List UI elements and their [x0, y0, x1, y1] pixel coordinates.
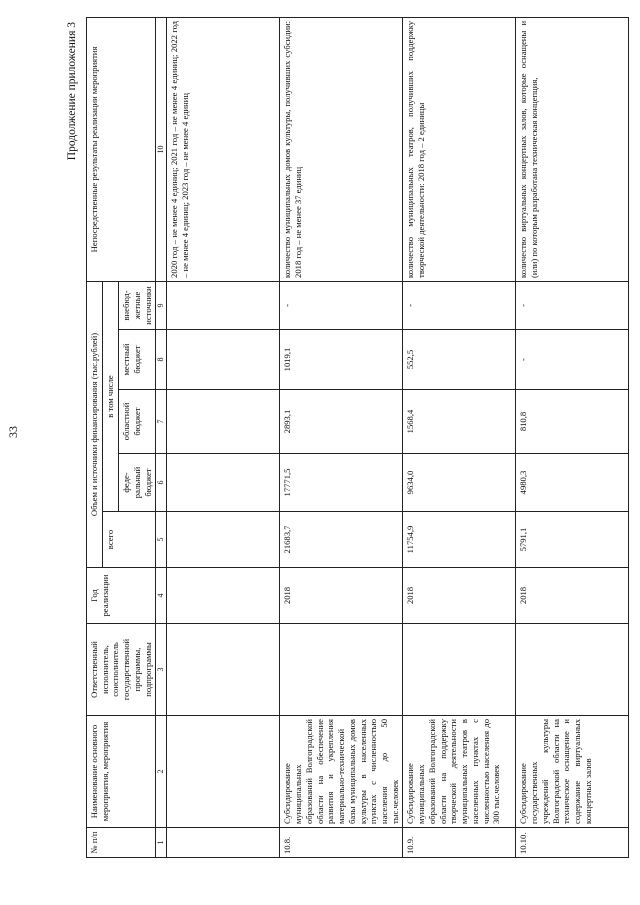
- cell-regional: [167, 390, 280, 454]
- header-executor: Ответственный исполнитель, соисполнитель государственной программы, подпрограммы: [87, 624, 156, 716]
- index-cell: 7: [156, 390, 167, 454]
- cell-num: 10.10.: [516, 828, 629, 858]
- cell-name: Субсидирование муниципальных образований Волгоградской области на обеспечение развития и укрепления материально-технической базы муниципальных домов культуры в населенных пунктах с численностью населения до 50 тыс.человек: [280, 716, 403, 828]
- header-including: в том числе: [102, 281, 118, 511]
- cell-name: Субсидирование муниципальных образований Волгоградской области на поддержку творческой деятельности муниципальных театров в населенных пунктах с численностью населения до 300 тыс.человек: [403, 716, 516, 828]
- cell-total: 5791,1: [516, 512, 629, 568]
- cell-extra: [167, 281, 280, 329]
- index-cell: 5: [156, 512, 167, 568]
- header-results: Непосредственные результаты реализации мероприятия: [87, 17, 156, 281]
- cell-num: [167, 828, 280, 858]
- cell-year: 2018: [403, 568, 516, 624]
- index-cell: 3: [156, 624, 167, 716]
- cell-total: [167, 512, 280, 568]
- cell-num: 10.9.: [403, 828, 516, 858]
- appendix-title: Продолжение приложения 3: [66, 22, 78, 161]
- cell-regional: 2893,1: [280, 390, 403, 454]
- program-table: [86, 17, 629, 858]
- index-cell: 1: [156, 828, 167, 858]
- header-regional: областной бюджет: [119, 390, 156, 454]
- header-extra: внебюд-жетные источники: [119, 281, 156, 329]
- cell-extra: -: [516, 281, 629, 329]
- rotated-page: [68, 18, 628, 858]
- table-row: [403, 17, 516, 857]
- cell-total: 21683,7: [280, 512, 403, 568]
- header-funding: Объем и источники финансирования (тыс.рублей): [87, 281, 103, 567]
- cell-results: 2020 год – не менее 4 единиц; 2021 год – не менее 4 единиц; 2022 год – не менее 4 единиц; 2023 год – не менее 4 единиц: [167, 17, 280, 281]
- index-cell: 2: [156, 716, 167, 828]
- header-local: местный бюджет: [119, 330, 156, 390]
- cell-results: количество муниципальных театров, получивших поддержку творческой деятельности: 2018 год – 2 единицы: [403, 17, 516, 281]
- cell-extra: -: [280, 281, 403, 329]
- table-row: [280, 17, 403, 857]
- cell-num: 10.8.: [280, 828, 403, 858]
- cell-federal: 4980,3: [516, 454, 629, 512]
- cell-local: [167, 330, 280, 390]
- header-year: Год реализации: [87, 568, 156, 624]
- cell-federal: 9634,0: [403, 454, 516, 512]
- table-row: [167, 17, 280, 857]
- index-cell: 9: [156, 281, 167, 329]
- cell-name: [167, 716, 280, 828]
- cell-local: -: [516, 330, 629, 390]
- header-federal: феде-ральный бюджет: [119, 454, 156, 512]
- cell-year: 2018: [280, 568, 403, 624]
- header-name: Наименование основного мероприятия, мероприятия: [87, 716, 156, 828]
- cell-name: Субсидирование государственных учреждений культуры Волгоградской области на техническое оснащение и содержание виртуальных концертных залов: [516, 716, 629, 828]
- cell-federal: 17771,5: [280, 454, 403, 512]
- cell-results: количество муниципальных домов культуры, получивших субсидии: 2018 год – не менее 37 единиц: [280, 17, 403, 281]
- cell-extra: -: [403, 281, 516, 329]
- cell-executor: [280, 624, 403, 716]
- cell-local: 1019,1: [280, 330, 403, 390]
- cell-total: 11754,9: [403, 512, 516, 568]
- cell-year: 2018: [516, 568, 629, 624]
- index-cell: 10: [156, 17, 167, 281]
- cell-executor: [167, 624, 280, 716]
- cell-federal: [167, 454, 280, 512]
- table-row: [516, 17, 629, 857]
- index-cell: 8: [156, 330, 167, 390]
- header-total: всего: [102, 512, 156, 568]
- index-row: [156, 17, 167, 857]
- cell-results: количество виртуальных концертных залов, которые оснащены и (или) по которым разработана техническая концепция,: [516, 17, 629, 281]
- header-num: № п/п: [87, 828, 156, 858]
- cell-regional: 1568,4: [403, 390, 516, 454]
- cell-year: [167, 568, 280, 624]
- cell-regional: 810,8: [516, 390, 629, 454]
- cell-local: 552,5: [403, 330, 516, 390]
- index-cell: 6: [156, 454, 167, 512]
- page-number: 33: [6, 426, 20, 438]
- cell-executor: [516, 624, 629, 716]
- cell-executor: [403, 624, 516, 716]
- index-cell: 4: [156, 568, 167, 624]
